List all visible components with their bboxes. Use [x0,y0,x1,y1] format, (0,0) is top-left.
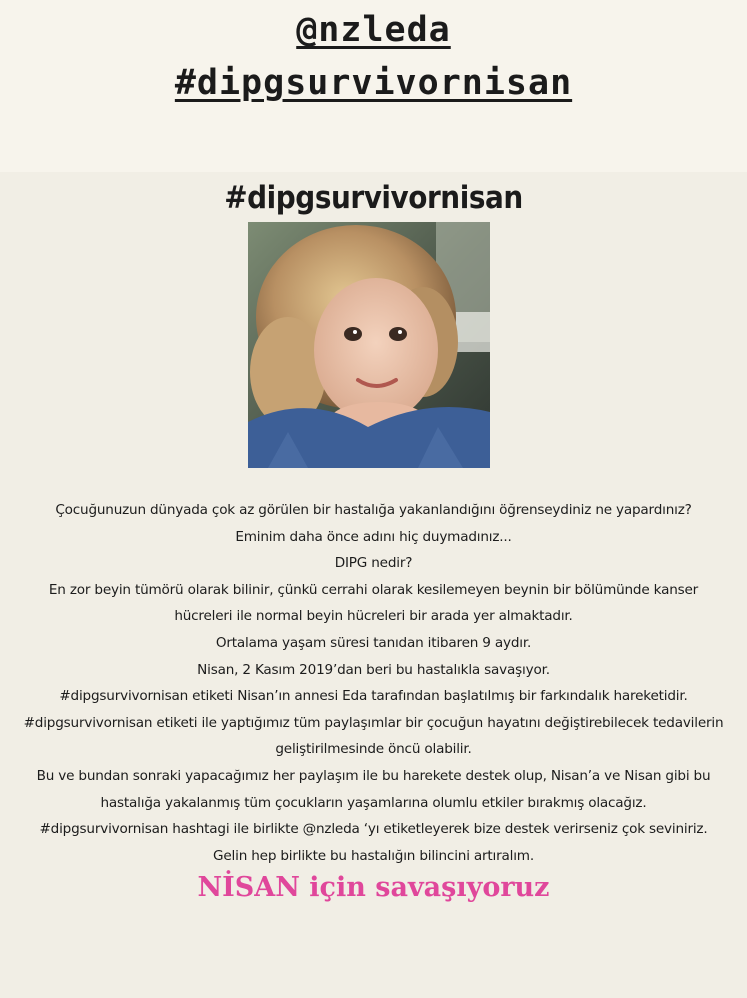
description-line: Çocuğunuzun dünyada çok az görülen bir hastalığa yakanlandığını öğrenseydiniz ne yapardınız? [55,502,692,518]
hashtag-link[interactable]: #dipgsurvivornisan [174,63,573,103]
description-line: Bu ve bundan sonraki yapacağımız her paylaşım ile bu harekete destek olup, Nisan’a ve Nisan gibi bu [36,767,711,784]
description-line: #dipgsurvivornisan etiketi Nisan’ın annesi Eda tarafından başlatılmış bir farkındalık hareketidir. [59,688,688,705]
description-line: Ortalama yaşam süresi tanıdan itibaren 9 aydır. [215,634,532,651]
campaign-slogan: NİSAN için savaşıyoruz [197,872,550,903]
child-portrait-icon [248,222,490,468]
description-line: #dipgsurvivornisan hashtagi ile birlikte @nzleda ‘yı etiketleyerek bize destek verirseniz çok seviniriz. [39,821,708,838]
description-text [0,497,747,869]
description-line: DIPG nedir? [334,555,413,572]
description-line: Eminim daha önce adını hiç duymadınız... [235,528,512,545]
description-line: hücreleri ile normal beyin hücreleri bir arada yer almaktadır. [174,608,573,625]
story-header [0,0,747,172]
description-line: hastalığa yakalanmış tüm çocukların yaşamlarına olumlu etkiler bırakmış olacağız. [100,794,647,811]
description-line: En zor beyin tümörü olarak bilinir, çünkü cerrahi olarak kesilemeyen beynin bir bölümünde kanser [48,581,699,598]
description-line: Nisan, 2 Kasım 2019’dan beri bu hastalıkla savaşıyor. [197,661,550,678]
card-title: #dipgsurvivornisan [224,180,523,216]
description-line: Gelin hep birlikte bu hastalığın bilincini artıralım. [213,847,534,864]
mention-handle[interactable]: @nzleda [296,10,451,50]
description-line: geliştirilmesinde öncü olabilir. [275,741,472,758]
description-line: #dipgsurvivornisan etiketi ile yaptığımız tüm paylaşımlar bir çocuğun hayatını değiştirebilecek tedavilerin [23,714,724,731]
